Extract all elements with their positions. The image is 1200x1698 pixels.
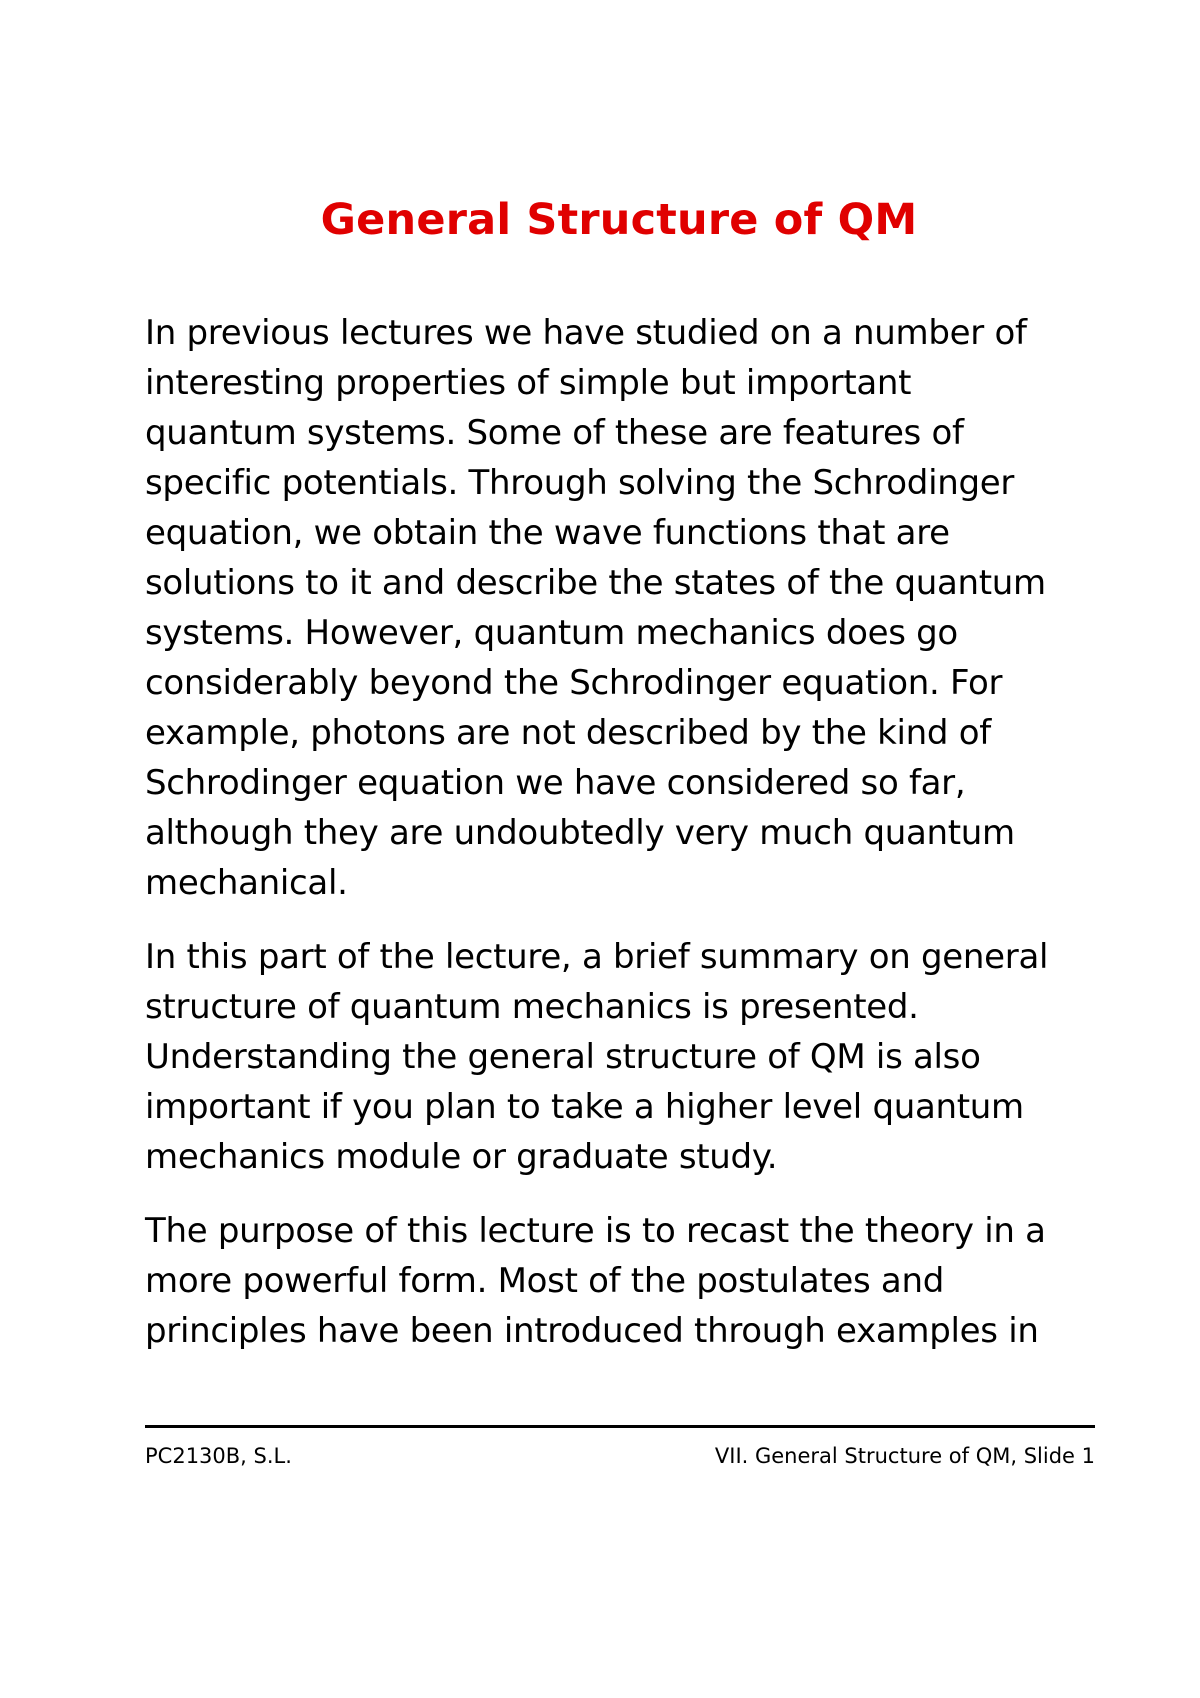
text-line: mechanics module or graduate study. (145, 1137, 778, 1177)
slide-title: General Structure of QM (320, 195, 918, 245)
text-line: In previous lectures we have studied on a number of (145, 313, 1027, 353)
text-line: The purpose of this lecture is to recast the theory in a (145, 1211, 1046, 1251)
text-line: quantum systems. Some of these are features of (145, 413, 964, 453)
text-line: In this part of the lecture, a brief summary on general (145, 937, 1049, 977)
text-line: example, photons are not described by the kind of (145, 713, 991, 753)
text-line: specific potentials. Through solving the Schrodinger (145, 463, 1015, 503)
footer-divider (145, 1425, 1095, 1428)
slide-body (145, 308, 1105, 1356)
footer-course-label: PC2130B, S.L. (145, 1444, 292, 1468)
text-line: considerably beyond the Schrodinger equation. For (145, 663, 1003, 703)
text-line: interesting properties of simple but important (145, 363, 912, 403)
text-line: although they are undoubtedly very much quantum (145, 813, 1015, 853)
text-line: solutions to it and describe the states of the quantum (145, 563, 1046, 603)
text-line: important if you plan to take a higher level quantum (145, 1087, 1024, 1127)
text-line: principles have been introduced through examples in (145, 1311, 1039, 1351)
text-line: equation, we obtain the wave functions that are (145, 513, 950, 553)
paragraph-2 (145, 932, 1105, 1182)
paragraph-1 (145, 308, 1105, 908)
footer-slide-label: VII. General Structure of QM, Slide 1 (714, 1444, 1095, 1468)
text-line: Schrodinger equation we have considered so far, (145, 763, 966, 803)
text-line: structure of quantum mechanics is presented. (145, 987, 919, 1027)
text-line: mechanical. (145, 863, 348, 903)
text-line: Understanding the general structure of QM is also (145, 1037, 981, 1077)
text-line: systems. However, quantum mechanics does go (145, 613, 958, 653)
paragraph-3 (145, 1206, 1105, 1356)
text-line: more powerful form. Most of the postulates and (145, 1261, 944, 1301)
